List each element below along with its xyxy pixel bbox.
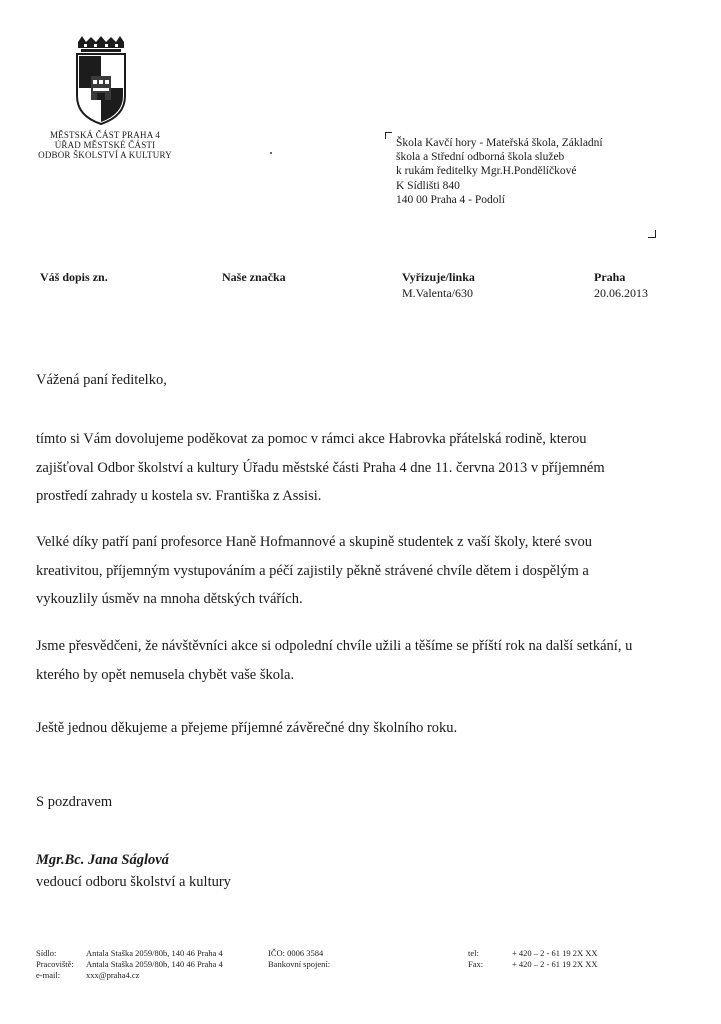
paragraph-3 (36, 632, 632, 689)
footer-contact-values (512, 948, 598, 970)
paragraph-line: tímto si Vám dovolujeme poděkovat za pomoc v rámci akce Habrovka přátelská rodině, kterou (36, 431, 587, 447)
footer-workplace-value: Antala Staška 2059/80b, 140 46 Praha 4 (86, 959, 223, 969)
our-reference-label: Naše značka (222, 270, 286, 284)
scan-speck (270, 152, 272, 154)
paragraph-2 (36, 528, 592, 614)
our-reference (222, 270, 286, 286)
sender-block (30, 130, 180, 160)
paragraph-line: Velké díky patří paní profesorce Haně Hofmannové a skupině studentek z vaší školy, které svou (36, 534, 592, 550)
recipient-line: Škola Kavčí hory - Mateřská škola, Základní (396, 137, 603, 149)
signatory-title: vedoucí odboru školství a kultury (36, 874, 231, 890)
footer-fax-value: + 420 – 2 - 61 19 2X XX (512, 959, 598, 969)
signatory-name: Mgr.Bc. Jana Ságlová (36, 852, 169, 868)
footer-bank: Bankovní spojení: (268, 959, 331, 969)
handled-by-value: M.Valenta/630 (402, 285, 473, 300)
footer-tel-label: tel: (468, 948, 479, 958)
footer-email-label: e-mail: (36, 970, 61, 980)
footer-labels (36, 948, 74, 981)
address-corner-bottom-right (648, 230, 656, 238)
paragraph-4 (36, 714, 457, 743)
address-corner-top-left (385, 132, 392, 139)
footer-ico: IČO: 0006 3584 (268, 948, 324, 958)
footer-values (86, 948, 223, 981)
paragraph-line: kterého by opět nemusela chybět vaše škola. (36, 666, 295, 683)
signature-block (36, 849, 231, 893)
handled-by (402, 270, 475, 301)
paragraph-line: Ještě jednou děkujeme a přejeme příjemné závěrečné dny školního roku. (36, 720, 458, 736)
paragraph-line: zajišťoval Odbor školství a kultury Úřadu městské části Praha 4 dne 11. června 2013 v příjemném (36, 459, 605, 476)
footer-fax-label: Fax: (468, 959, 484, 969)
paragraph-line: vykouzlily úsměv na mnoha dětských tvářích. (36, 591, 303, 607)
closing: S pozdravem (36, 794, 113, 810)
date-value: 20.06.2013 (594, 285, 648, 300)
sender-line-3: ODBOR ŠKOLSTVÍ A KULTURY (38, 150, 172, 160)
date-block (594, 270, 648, 301)
footer-seat-label: Sídlo: (36, 948, 57, 958)
sender-line-2: ÚŘAD MĚSTSKÉ ČÁSTI (54, 140, 156, 150)
your-reference (40, 270, 108, 286)
paragraph-line: prostředí zahrady u kostela sv. Františka z Assisi. (36, 488, 322, 504)
your-reference-label: Váš dopis zn. (40, 270, 108, 284)
recipient-line: 140 00 Praha 4 - Podolí (396, 193, 505, 206)
footer-tel-value: + 420 – 2 - 61 19 2X XX (512, 948, 598, 958)
paragraph-line: Jsme přesvědčeni, že návštěvníci akce si odpolední chvíle užili a těšíme se příští rok na další setkání, u (36, 638, 633, 654)
footer-contact-labels (468, 948, 483, 970)
footer-workplace-label: Pracoviště: (36, 959, 74, 969)
salutation: Vážená paní ředitelko, (36, 372, 167, 388)
coat-of-arms-logo (72, 36, 130, 126)
recipient-line: škola a Střední odborná škola služeb (396, 151, 565, 164)
footer-seat-value: Antala Staška 2059/80b, 140 46 Praha 4 (86, 948, 223, 958)
recipient-address (396, 136, 603, 207)
sender-line-1: MĚSTSKÁ ČÁST PRAHA 4 (49, 130, 161, 140)
paragraph-line: kreativitou, příjemným vystupováním a péčí zajistily pěkně strávené chvíle dětem i dospělým a (36, 562, 589, 579)
footer-ids (268, 948, 330, 970)
handled-by-label: Vyřizuje/linka (402, 270, 475, 284)
city-label: Praha (594, 270, 626, 284)
paragraph-1 (36, 425, 605, 511)
recipient-line: K Sídlišti 840 (396, 179, 460, 192)
footer-email-value: xxx@praha4.cz (86, 970, 140, 980)
recipient-line: k rukám ředitelky Mgr.H.Pondělíčkové (396, 165, 577, 178)
